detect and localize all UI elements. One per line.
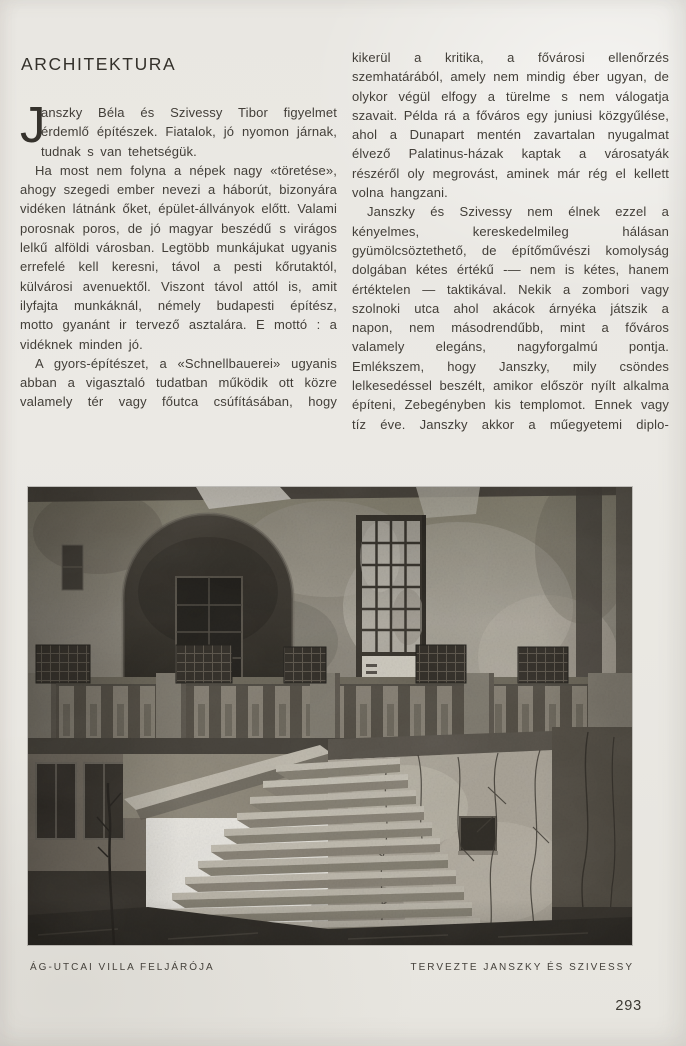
paragraph: A gyors-építészet, a «Schnellbauerei» ugyanis abban a vigasztaló tudatban működik ott közre valamely tér vagy főutca csúfításában, hogy — [20, 355, 337, 410]
page-number: 293 — [615, 998, 642, 1014]
photo-caption-right: TERVEZTE JANSZKY ÉS SZIVESSY — [410, 962, 634, 973]
photo-grain-texture — [28, 487, 632, 945]
paragraph: Janszky és Szivessy nem élnek ezzel a kényelmes, kereskedelmileg hálásan gyümölcsöztethető, de építőművészi komolyság dolgában kétes értékű -— nem is kétes, hanem értéktelen — taktikával. Nekik a zombori vagy szolnoki utca ahol akácok árnyéka játszik a napon, nem másodrendűbb, mint a főváros valamely elegáns, nagyforgalmú pontja. Emlékszem, hogy Janszky, mily csöndes lelkesedéssel beszélt, amikor először nyílt alkalma építeni, Zebegényben kis templomot. Ennek vagy tíz éve. Janszky akkor a műegyetemi diplo- — [352, 204, 669, 432]
text-column-left — [20, 96, 337, 412]
text-column-right — [352, 48, 669, 434]
villa-photo-illustration — [28, 487, 632, 945]
drop-cap: J — [20, 96, 46, 153]
photo-caption-left: ÁG-UTCAI VILLA FELJÁRÓJA — [30, 962, 215, 973]
article-title: ARCHITEKTURA — [21, 54, 177, 74]
paragraph-intro-text: anszky Béla és Szivessy Tibor figyelmet érdemlő építészek. Fiatalok, jó nyomon járnak, tudnak s van tehetségük. — [41, 105, 337, 159]
paragraph: kikerül a kritika, a fővárosi ellenőrzés szemhatárából, amely nem mindig éber ugyan, de olykor végül elfogy a türelme s nem válogatja szavait. Példa rá a főváros egy juniusi közgyűlése, ahol a Dunapart mentén zavartalan nyugalmat élvező Palatinus-házak kaptak a városatyák részéről oly megrovást, aminek már rég el kellett volna hangzani. — [352, 50, 669, 201]
paragraph: Ha most nem folyna a népek nagy «töretése», ahogy szegedi ember nevezi a háborút, bizonyára vidéken látnánk őket, épület-állványok előtt. Valami porosnak poros, de jó magyar beszédű s virágos lelkű alföldi városban. Legtöbb munkájukat ugyanis errefelé kell keresni, távol a pesti kőrutaktól, külvárosi avenuektől. Viszont távol attól is, amit ilyfajta munkáknál, némely budapesti építész, motto gyanánt ir tervező asztalára. E mottó : a vidéknek minden jó. — [20, 162, 337, 352]
paragraph-intro — [20, 96, 337, 161]
villa-photo — [28, 487, 632, 945]
